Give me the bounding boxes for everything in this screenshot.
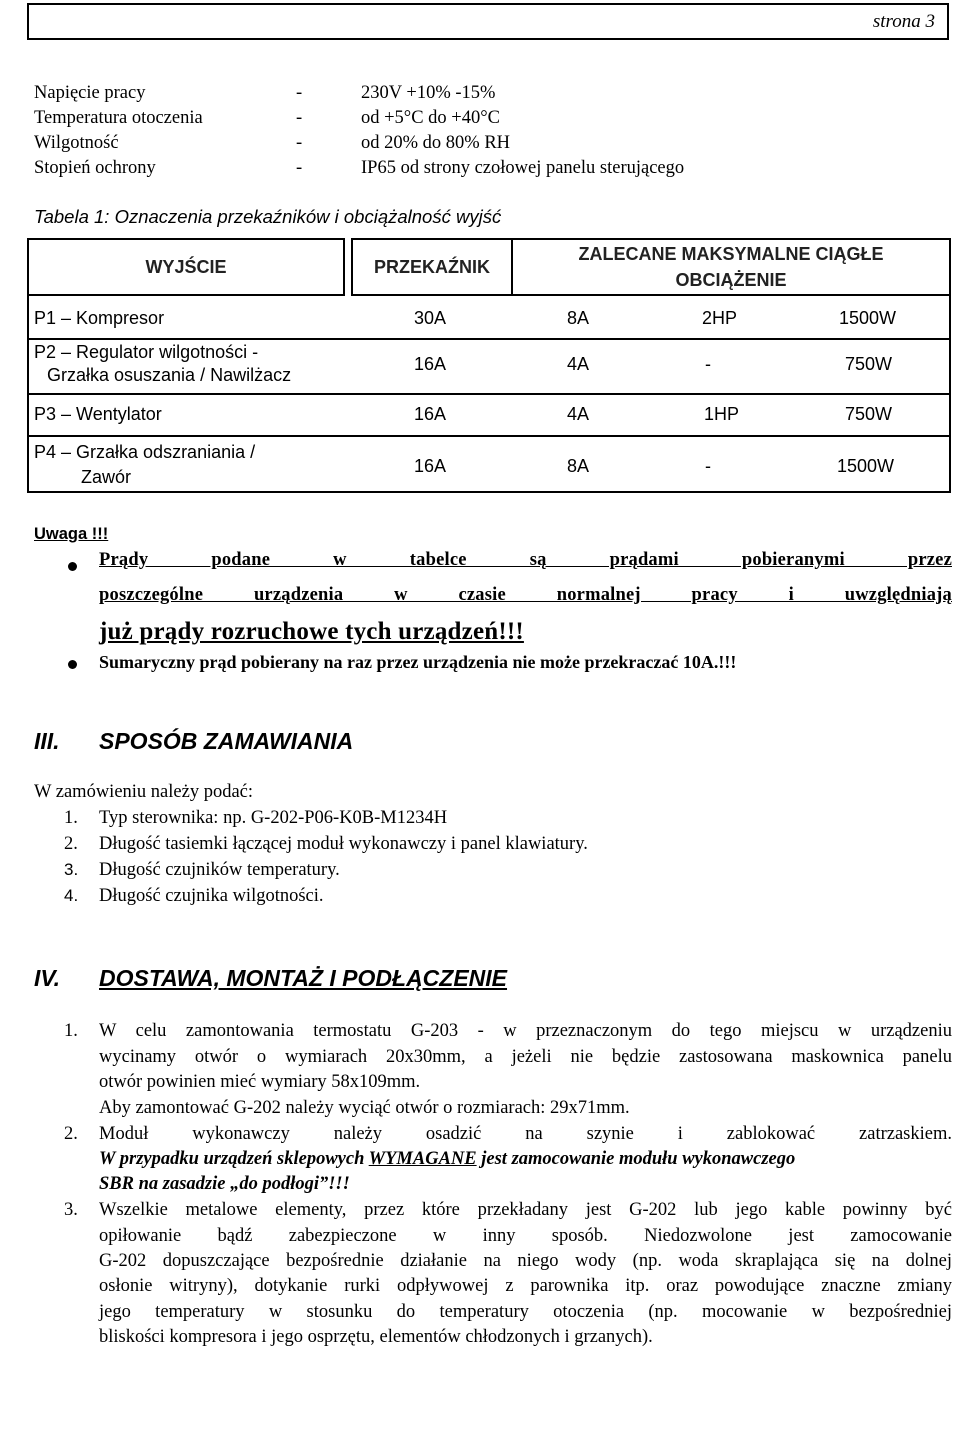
paragraph-line-emphasis: SBR na zasadzie „do podłogi”!!!	[99, 1174, 350, 1194]
row-load-hp: 2HP	[702, 308, 738, 328]
row-relay: 30A	[414, 308, 447, 328]
row-load-w: 1500W	[839, 308, 897, 328]
list-item: Długość czujnika wilgotności.	[99, 886, 324, 906]
row-divider	[27, 393, 951, 395]
spec-dash: -	[296, 158, 303, 178]
row-load-a: 8A	[567, 456, 590, 476]
spec-dash: -	[296, 133, 303, 153]
table-caption: Tabela 1: Oznaczenia przekaźników i obciążalność wyjść	[34, 206, 502, 227]
row-load-hp: -	[705, 456, 711, 476]
paragraph-line: jego temperatury w stosunku do temperatury otoczenia (np. mocowanie w bezpośredniej	[99, 1302, 952, 1322]
row-load-a: 4A	[567, 354, 590, 374]
row-name-cont: Zawór	[81, 467, 132, 487]
page-header-box	[27, 3, 949, 40]
section-number: IV.	[34, 965, 61, 991]
paragraph-line: osłonie witryny), dotykanie rurki odpływowej z parownika itp. oraz powodujące znaczne zmiany	[99, 1276, 952, 1296]
list-number: 2.	[64, 834, 78, 854]
row-name-cont: Grzałka osuszania / Nawilżacz	[47, 365, 292, 385]
spec-dash: -	[296, 83, 303, 103]
header-relay-text: PRZEKAŹNIK	[374, 257, 490, 277]
col-divider	[949, 296, 951, 493]
emphasis-underlined: WYMAGANE	[368, 1149, 477, 1169]
row-divider	[27, 491, 951, 493]
section-title: SPOSÓB ZAMAWIANIA	[99, 728, 354, 754]
row-relay: 16A	[414, 456, 447, 476]
warning-bullet2: Sumaryczny prąd pobierany na raz przez urządzenia nie może przekraczać 10A.!!!	[99, 652, 737, 672]
order-intro: W zamówieniu należy podać:	[34, 782, 254, 802]
paragraph-line: W celu zamontowania termostatu G-203 - w przeznaczonym do tego miejscu w urządzeniu	[99, 1021, 952, 1041]
list-number: 3.	[64, 860, 79, 879]
warning-bullet1-line: Prądy podane w tabelce są prądami pobieranymi przez	[99, 550, 952, 570]
row-load-w: 1500W	[837, 456, 895, 476]
relay-table	[27, 238, 951, 493]
list-number: 1.	[64, 1021, 78, 1041]
row-load-a: 4A	[567, 404, 590, 424]
spec-name: Temperatura otoczenia	[34, 108, 203, 128]
row-name: P4 – Grzałka odszraniania /	[34, 442, 256, 462]
row-divider	[27, 435, 951, 437]
row-load-w: 750W	[845, 404, 893, 424]
col-divider	[27, 296, 29, 493]
row-name: P1 – Kompresor	[34, 308, 165, 328]
spec-name: Napięcie pracy	[34, 83, 146, 103]
list-number: 4.	[64, 886, 79, 905]
row-relay: 16A	[414, 404, 447, 424]
list-number: 1.	[64, 808, 78, 828]
row-load-hp: 1HP	[704, 404, 740, 424]
paragraph-line: wycinamy otwór o wymiarach 20x30mm, a jeżeli nie będzie zastosowana maskownica panelu	[99, 1047, 952, 1067]
section-title: DOSTAWA, MONTAŻ I PODŁĄCZENIE	[99, 965, 508, 991]
list-item: Typ sterownika: np. G-202-P06-K0B-M1234H	[99, 808, 448, 828]
spec-dash: -	[296, 108, 303, 128]
list-item: Długość czujników temperatury.	[99, 860, 340, 880]
list-number: 3.	[64, 1200, 78, 1220]
spec-name: Stopień ochrony	[34, 158, 156, 178]
spec-name: Wilgotność	[34, 133, 119, 153]
row-name: P3 – Wentylator	[34, 404, 162, 424]
row-load-w: 750W	[845, 354, 893, 374]
section-number: III.	[34, 728, 60, 754]
row-relay: 16A	[414, 354, 447, 374]
row-load-hp: -	[705, 354, 711, 374]
page-number: strona 3	[872, 11, 935, 32]
header-output	[27, 238, 345, 296]
warning-bullet1-line: poszczególne urządzenia w czasie normalnej pracy i uwzględniają	[99, 585, 952, 605]
paragraph-line: otwór powinien mieć wymiary 58x109mm.	[99, 1072, 421, 1092]
bullet-dot-icon	[68, 562, 77, 571]
header-load	[511, 238, 951, 296]
bullet-dot-icon	[68, 660, 77, 669]
spec-value: od 20% do 80% RH	[361, 133, 511, 153]
header-output-text: WYJŚCIE	[145, 257, 227, 277]
list-number: 2.	[64, 1124, 78, 1144]
paragraph-line: Wszelkie metalowe elementy, przez które przekładany jest G-202 lub jego kable powinny być	[99, 1200, 952, 1220]
row-load-a: 8A	[567, 308, 590, 328]
paragraph-line-emphasis	[99, 1149, 795, 1170]
paragraph-line: G-202 dopuszczające bezpośrednie działanie na niego wody (np. woda skraplająca się na dolnej	[99, 1251, 952, 1271]
emphasis-text: jest zamocowanie modułu wykonawczego	[476, 1149, 796, 1169]
row-name: P2 – Regulator wilgotności -	[34, 342, 259, 362]
header-relay	[351, 238, 513, 296]
paragraph-line: bliskości kompresora i jego osprzętu, elementów chłodzonych i grzanych).	[99, 1327, 653, 1347]
header-load-line2: OBCIĄŻENIE	[675, 270, 787, 290]
row-divider	[27, 338, 951, 340]
emphasis-text: W przypadku urządzeń sklepowych	[99, 1149, 369, 1169]
header-load-line1: ZALECANE MAKSYMALNE CIĄGŁE	[578, 244, 884, 264]
warning-bullet1-line: już prądy rozruchowe tych urządzeń!!!	[99, 618, 524, 645]
paragraph-line: Moduł wykonawczy należy osadzić na szynie i zablokować zatrzaskiem.	[99, 1124, 952, 1144]
paragraph-line: Aby zamontować G-202 należy wyciąć otwór o rozmiarach: 29x71mm.	[99, 1098, 630, 1118]
paragraph-line: opiłowanie bądź zabezpieczone w inny sposób. Niedozwolone jest zamocowanie	[99, 1226, 952, 1246]
spec-value: 230V +10% -15%	[361, 83, 496, 103]
list-item: Długość tasiemki łączącej moduł wykonawczy i panel klawiatury.	[99, 834, 588, 854]
spec-value: od +5°C do +40°C	[361, 108, 500, 128]
warning-title: Uwaga !!!	[34, 525, 109, 543]
spec-value: IP65 od strony czołowej panelu sterującego	[361, 158, 685, 178]
